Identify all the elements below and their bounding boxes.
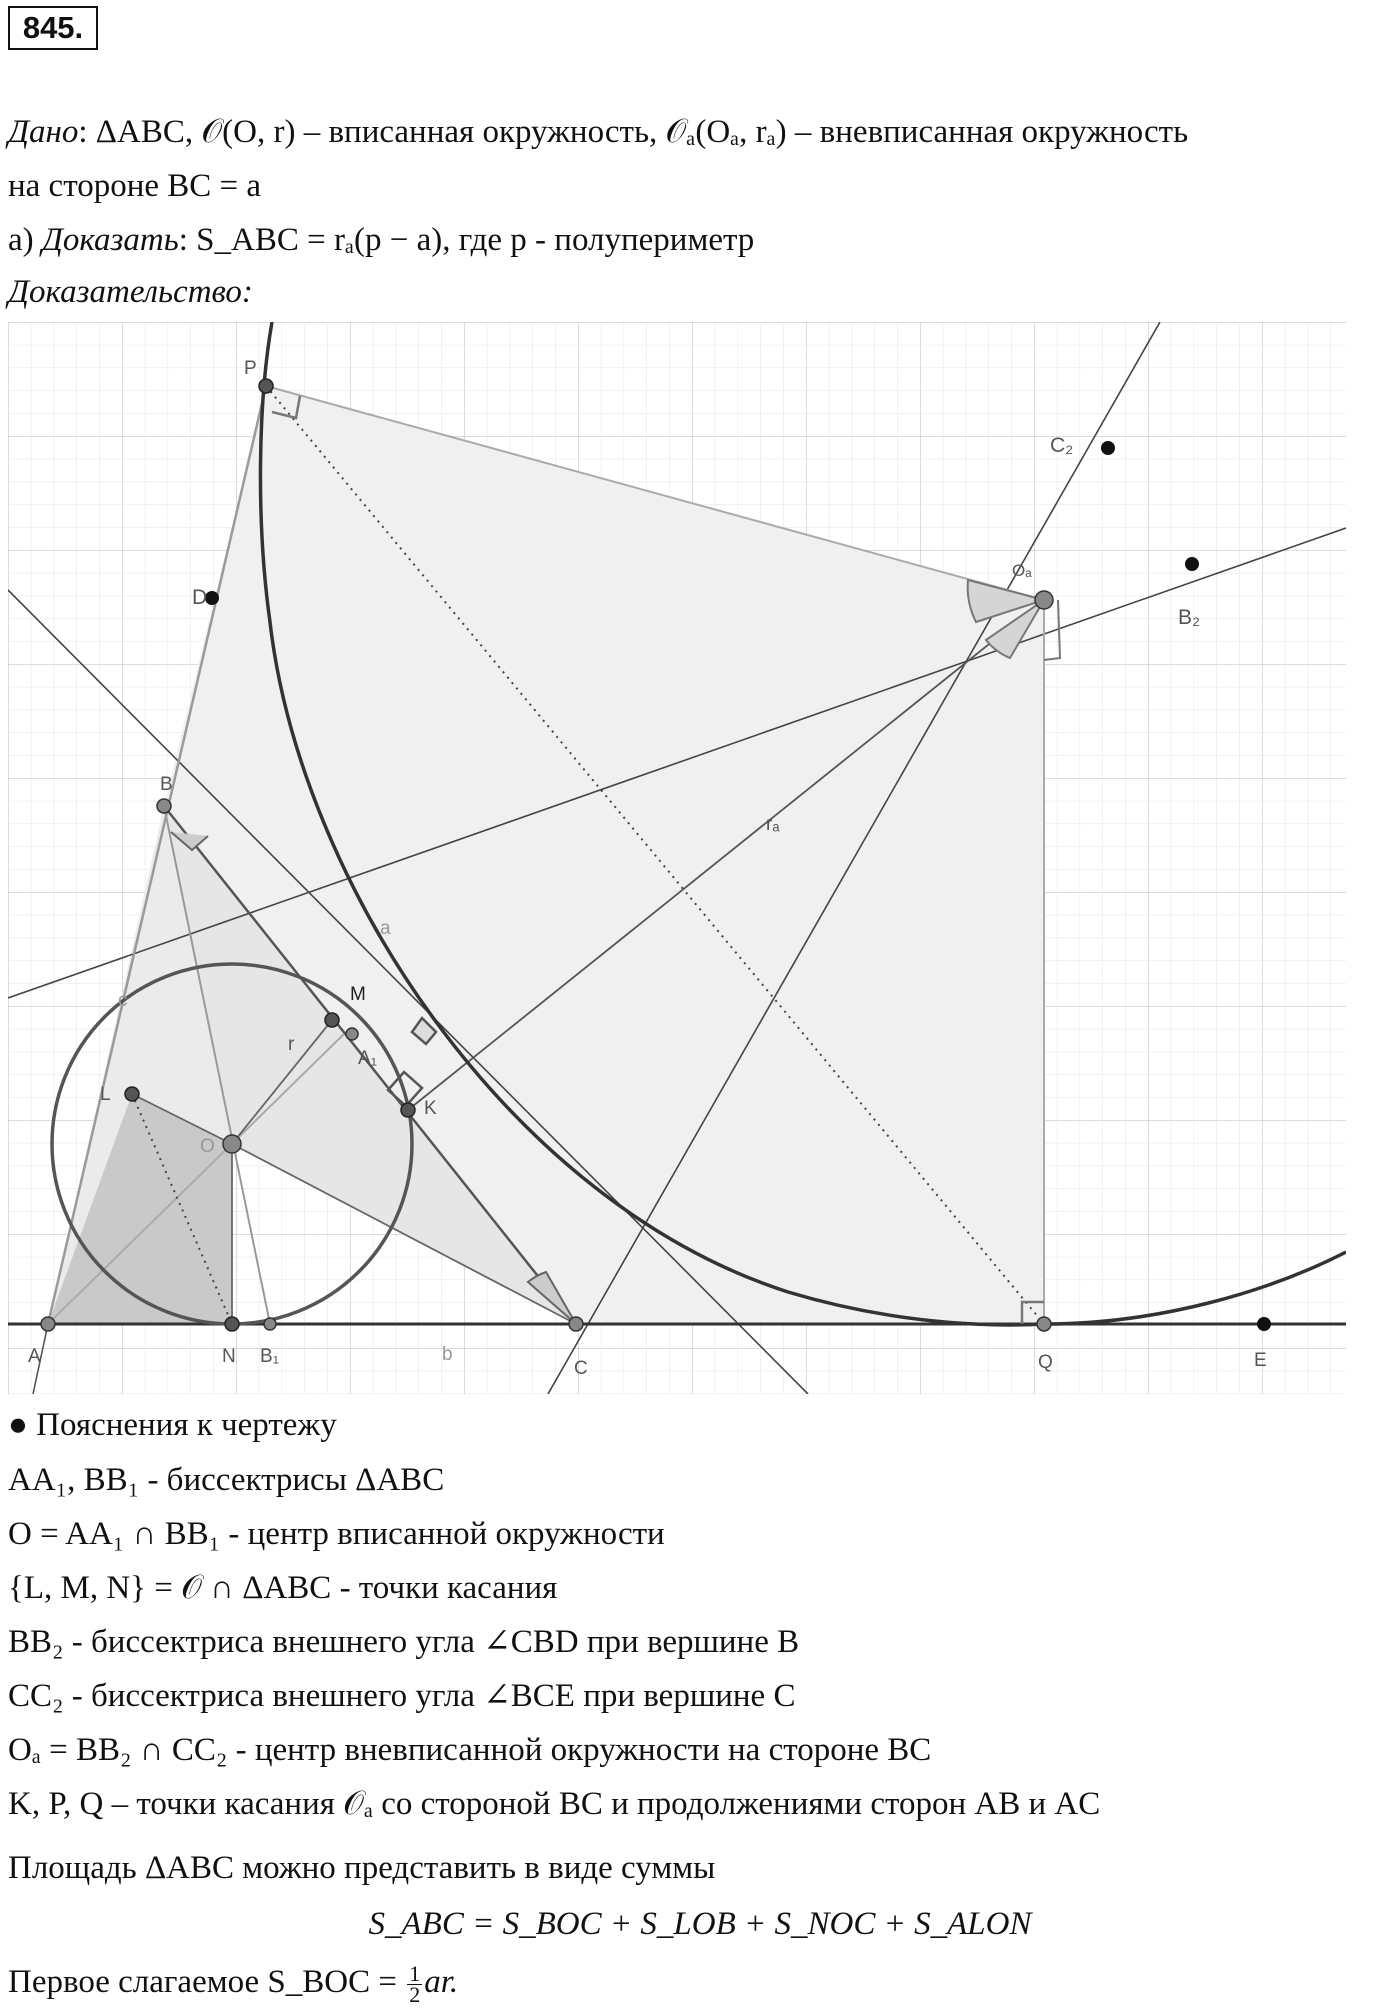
explanation-line-2: O = AA₁ ∩ BB₁ - центр вписанной окружности (8, 1516, 665, 1552)
first-term-line (8, 1962, 458, 2005)
point-e (1257, 1317, 1271, 1331)
point-b (157, 799, 171, 813)
geometry-figure (8, 322, 1346, 1394)
given-line-1 (8, 112, 1188, 152)
explanation-line-4: BB₂ - биссектриса внешнего угла ∠CBD при вершине B (8, 1624, 800, 1660)
label-c-side: c (118, 990, 128, 1011)
point-a1 (346, 1028, 358, 1040)
label-e: E (1254, 1350, 1267, 1371)
label-r: r (288, 1034, 295, 1055)
label-oa: Oₐ (1012, 561, 1032, 580)
point-o (223, 1135, 241, 1153)
explanation-line-6: Oₐ = BB₂ ∩ CC₂ - центр вневписанной окружности на стороне BC (8, 1732, 932, 1768)
label-d: D (192, 586, 208, 609)
label-b-side: b (442, 1344, 453, 1365)
label-n: N (222, 1346, 236, 1367)
area-intro: Площадь ΔABC можно представить в виде суммы (8, 1850, 716, 1886)
label-ra: rₐ (766, 814, 780, 835)
explanations-heading: ● Пояснения к чертежу (8, 1407, 337, 1443)
proof-label: Доказательство: (8, 274, 253, 310)
point-b2 (1185, 557, 1199, 571)
label-c2: C₂ (1050, 434, 1074, 457)
label-b: B (160, 774, 173, 795)
label-a: A (28, 1346, 41, 1367)
explanation-line-5: CC₂ - биссектриса внешнего угла ∠BCE при вершине C (8, 1678, 796, 1714)
label-a-side: a (380, 918, 391, 939)
explanation-line-3: {L, M, N} = 𝒪 ∩ ΔABC - точки касания (8, 1570, 558, 1606)
prove-statement: : S_ABC = rₐ(p − a), где p - полупериметр (178, 222, 755, 258)
first-term-tail: ar. (424, 1964, 459, 2000)
explanation-line-1: AA₁, BB₁ - биссектрисы ΔABC (8, 1462, 445, 1498)
point-a (41, 1317, 55, 1331)
label-p: P (244, 358, 257, 379)
explanation-line-7: K, P, Q – точки касания 𝒪ₐ со стороной BC и продолжениями сторон AB и AC (8, 1786, 1101, 1822)
label-m: M (350, 984, 366, 1005)
point-n (225, 1317, 239, 1331)
label-a1: A₁ (358, 1048, 378, 1069)
label-q: Q (1038, 1352, 1053, 1373)
label-o: O (200, 1136, 215, 1157)
point-l (125, 1087, 139, 1101)
prove-label: Доказать (41, 222, 179, 258)
label-b2: B₂ (1178, 606, 1201, 629)
given-text: : ΔABC, 𝒪(O, r) – вписанная окружность, 𝒪ₐ(Oₐ, rₐ) – вневписанная окружность (78, 114, 1189, 150)
point-oa (1035, 591, 1053, 609)
point-q (1037, 1317, 1051, 1331)
first-term-text: Первое слагаемое S_BOC = (8, 1964, 406, 2000)
given-line-2: на стороне BC = a (8, 168, 262, 204)
point-c (569, 1317, 583, 1331)
label-c: C (574, 1358, 588, 1379)
label-k: K (424, 1098, 437, 1119)
point-m (325, 1013, 339, 1027)
point-c2 (1101, 441, 1115, 455)
label-l: L (100, 1084, 111, 1105)
fraction-numerator: 1 (409, 1960, 421, 1986)
problem-number: 845. (8, 6, 98, 50)
fraction-denominator: 2 (409, 1981, 421, 2007)
point-p (259, 379, 273, 393)
point-b1 (264, 1318, 276, 1330)
label-b1: B₁ (260, 1346, 280, 1367)
part-a-prefix: а) (8, 222, 42, 258)
fraction-half (407, 1960, 422, 2007)
area-formula: S_ABC = S_BOC + S_LOB + S_NOC + S_ALON (368, 1906, 1032, 1942)
part-a-line (8, 220, 754, 260)
given-label: Дано (8, 114, 79, 150)
point-k (401, 1103, 415, 1117)
